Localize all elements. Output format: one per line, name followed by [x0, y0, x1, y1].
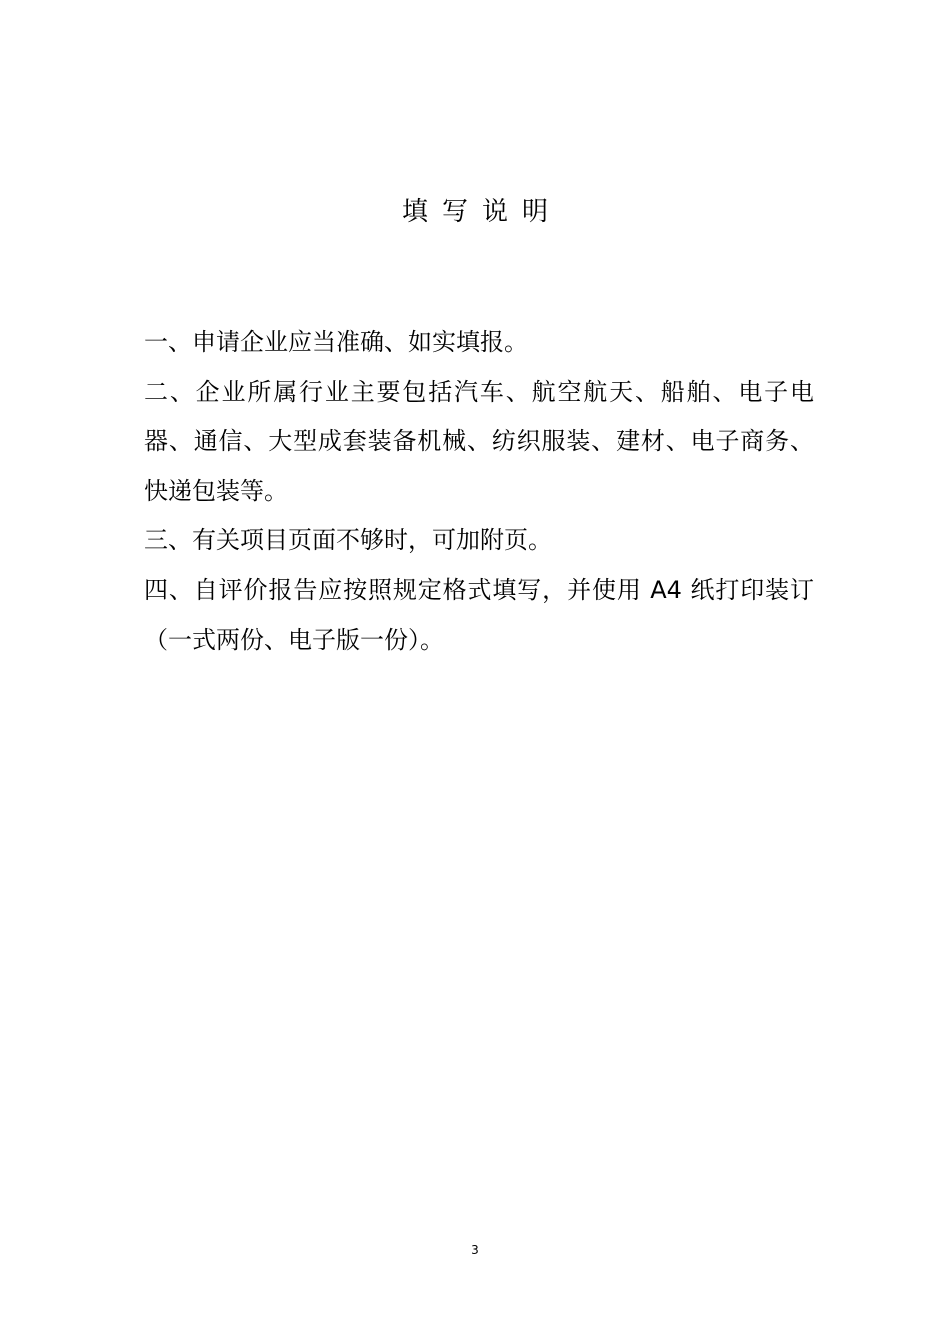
instruction-item-3: 三、有关项目页面不够时，可加附页。	[144, 526, 552, 555]
instruction-item-4: 四、自评价报告应按照规定格式填写，并使用 A4 纸打印装订（一式两份、电子版一份）。	[144, 575, 814, 654]
page-title: 填写说明	[401, 197, 562, 227]
instructions-body	[144, 318, 814, 665]
page-number: 3	[471, 1243, 479, 1257]
instruction-item-2: 二、企业所属行业主要包括汽车、航空航天、船舶、电子电器、通信、大型成套装备机械、纺织服装、建材、电子商务、快递包装等。	[144, 377, 814, 505]
instruction-item-1: 一、申请企业应当准确、如实填报。	[144, 328, 528, 356]
